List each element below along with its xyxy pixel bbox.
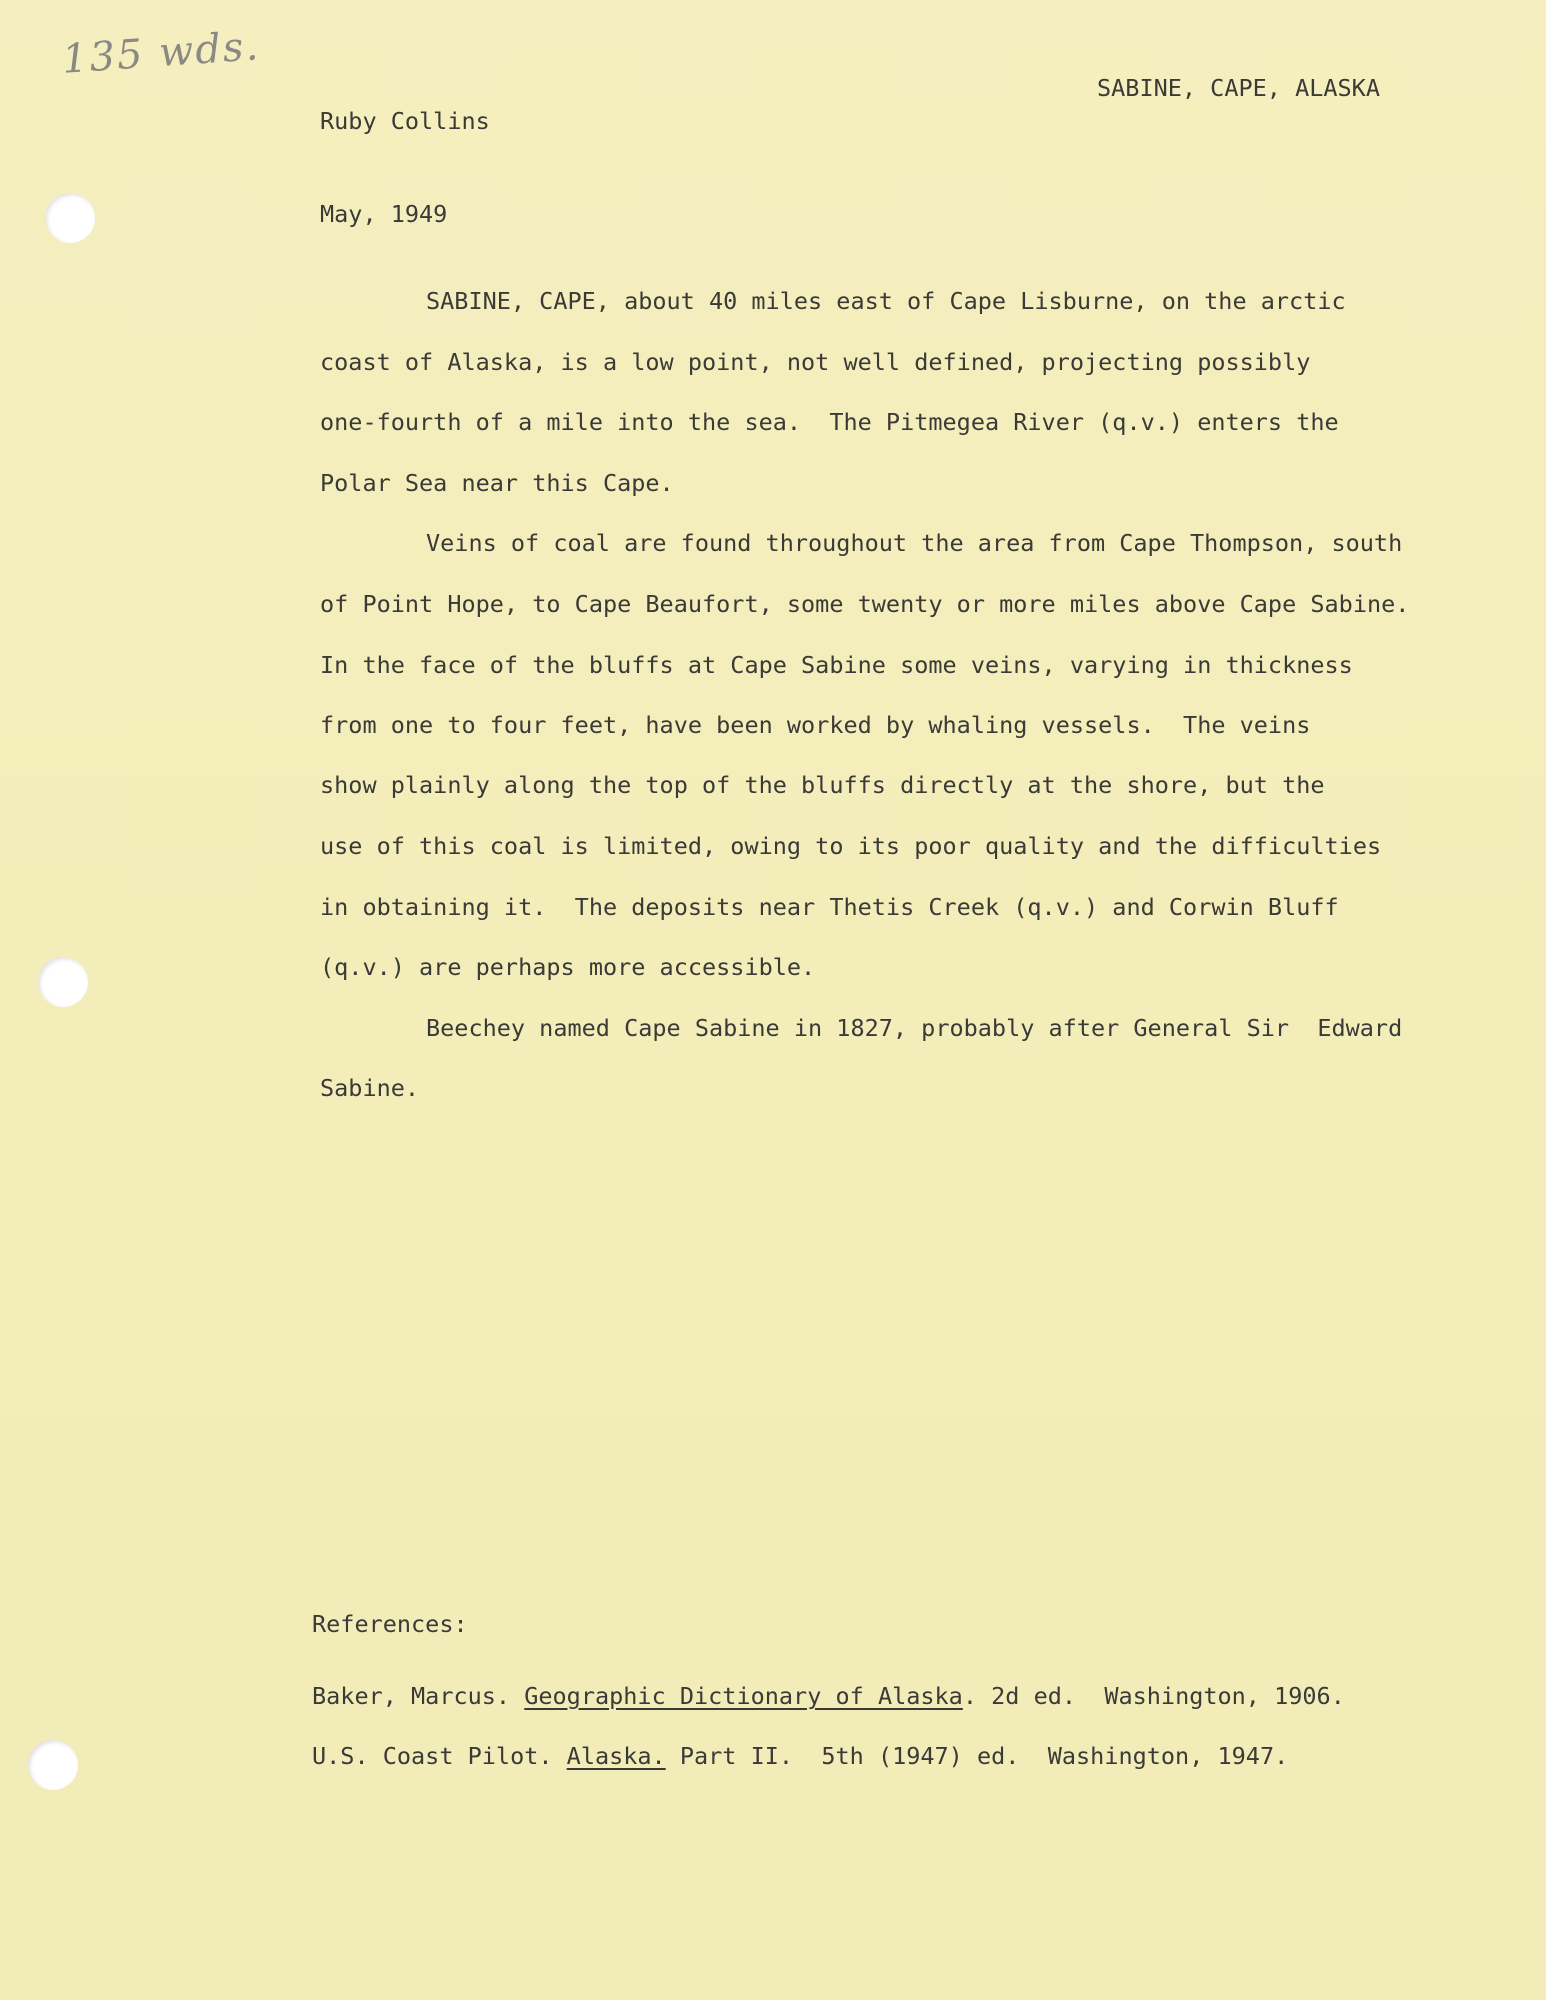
body-line: use of this coal is limited, owing to its poor quality and the difficulties bbox=[320, 832, 1382, 860]
body-line: In the face of the bluffs at Cape Sabine some veins, varying in thickness bbox=[320, 651, 1353, 679]
punch-hole-top bbox=[45, 193, 95, 243]
body-line: of Point Hope, to Cape Beaufort, some twenty or more miles above Cape Sabine. bbox=[320, 590, 1410, 618]
author-name: Ruby Collins bbox=[320, 107, 490, 135]
body-line: show plainly along the top of the bluffs directly at the shore, but the bbox=[320, 771, 1325, 799]
reference-coast-pilot-title: Alaska. bbox=[566, 1742, 666, 1770]
body-line: coast of Alaska, is a low point, not well defined, projecting possibly bbox=[320, 348, 1311, 376]
body-line: Veins of coal are found throughout the area from Cape Thompson, south bbox=[426, 529, 1403, 557]
document-title: SABINE, CAPE, ALASKA bbox=[1097, 74, 1380, 102]
body-line: SABINE, CAPE, about 40 miles east of Cape Lisburne, on the arctic bbox=[426, 287, 1346, 315]
body-line: one-fourth of a mile into the sea. The Pitmegea River (q.v.) enters the bbox=[320, 408, 1339, 436]
body-line: from one to four feet, have been worked by whaling vessels. The veins bbox=[320, 711, 1311, 739]
reference-baker bbox=[312, 1682, 1345, 1710]
reference-baker-author: Baker, Marcus. bbox=[312, 1682, 525, 1710]
punch-hole-middle bbox=[38, 957, 88, 1007]
body-line: Sabine. bbox=[320, 1074, 420, 1102]
document-date: May, 1949 bbox=[320, 200, 448, 228]
author-block bbox=[320, 44, 490, 292]
body-line: in obtaining it. The deposits near Thetis Creek (q.v.) and Corwin Bluff bbox=[320, 893, 1339, 921]
punch-hole-bottom bbox=[28, 1740, 78, 1790]
reference-coast-pilot-source: U.S. Coast Pilot. bbox=[312, 1742, 567, 1770]
body-line: (q.v.) are perhaps more accessible. bbox=[320, 953, 816, 981]
reference-baker-title: Geographic Dictionary of Alaska bbox=[524, 1682, 963, 1710]
reference-baker-details: . 2d ed. Washington, 1906. bbox=[962, 1682, 1345, 1710]
body-line: Beechey named Cape Sabine in 1827, probably after General Sir Edward bbox=[426, 1014, 1403, 1042]
reference-coast-pilot bbox=[312, 1742, 1288, 1770]
body-line: Polar Sea near this Cape. bbox=[320, 469, 674, 497]
references-label: References: bbox=[312, 1610, 468, 1638]
reference-coast-pilot-details: Part II. 5th (1947) ed. Washington, 1947. bbox=[665, 1742, 1289, 1770]
word-count-annotation: 135 wds. bbox=[60, 23, 262, 83]
